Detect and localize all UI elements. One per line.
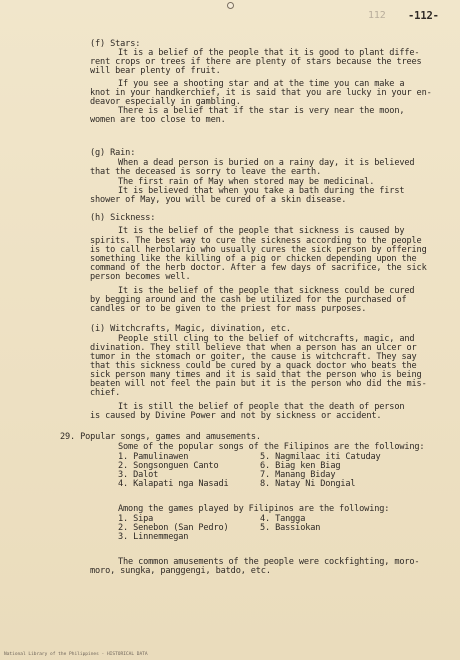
section-heading-stars: (f) Stars:	[90, 39, 141, 49]
text-line: by begging around and the cash be utilized for the purchased of	[90, 295, 407, 305]
text-line: women are too close to men.	[90, 115, 226, 125]
text-line: People still cling to the belief of witchcrafts, magic, and	[118, 334, 415, 344]
text-line: will bear plenty of fruit.	[90, 66, 221, 76]
text-line: rent crops or trees if there are plenty of stars because the trees	[90, 57, 422, 67]
text-line: divination. They still believe that when a person has an ulcer or	[90, 343, 417, 353]
song-item: 7. Manang Biday	[260, 470, 336, 480]
game-item: 2. Senebon (San Pedro)	[118, 523, 229, 533]
text-line: It is the belief of the people that sickness could be cured	[118, 286, 415, 296]
text-line: There is a belief that if the star is very near the moon,	[118, 106, 405, 116]
page-number: -112-	[408, 10, 439, 22]
text-line: shower of May, you will be cured of a skin disease.	[90, 195, 347, 205]
section-heading-rain: (g) Rain:	[90, 148, 136, 158]
text-line: candles or to be given to the priest for mass purposes.	[90, 304, 367, 314]
text-line: beaten will not feel the pain but it is the person who did the mis-	[90, 379, 427, 389]
text-line: deavor especially in gambling.	[90, 97, 241, 107]
section-heading-sickness: (h) Sickness:	[90, 213, 156, 223]
text-line: When a dead person is buried on a rainy day, it is believed	[118, 158, 415, 168]
section-heading-popular-songs: 29. Popular songs, games and amusements.	[60, 432, 261, 442]
text-line: is to call herbolario who usually cures the sick person by offering	[90, 245, 427, 255]
text-line: chief.	[90, 388, 121, 398]
text-line: is caused by Divine Power and not by sickness or accident.	[90, 411, 382, 421]
text-line: person becomes well.	[90, 272, 191, 282]
text-line: something like the killing of a pig or chicken depending upon the	[90, 254, 417, 264]
text-line: It is believed that when you take a bath during the first	[118, 186, 405, 196]
game-item: 3. Linnemmegan	[118, 532, 189, 542]
binder-hole	[227, 2, 234, 9]
text-line: that the deceased is sorry to leave the earth.	[90, 167, 322, 177]
game-item: 1. Sipa	[118, 514, 154, 524]
text-line: that this sickness could be cured by a quack doctor who beats the	[90, 361, 417, 371]
text-line: The first rain of May when stored may be medicinal.	[118, 177, 375, 187]
page-number-faint: 112	[368, 10, 386, 21]
text-line: It is the belief of the people that sickness is caused by	[118, 226, 405, 236]
game-item: 4. Tangga	[260, 514, 306, 524]
song-item: 3. Dalot	[118, 470, 159, 480]
text-line: Among the games played by Filipinos are the following:	[118, 504, 390, 514]
text-line: The common amusements of the people were cockfighting, moro-	[118, 557, 420, 567]
text-line: knot in your handkerchief, it is said that you are lucky in your en-	[90, 88, 432, 98]
archive-footer: National Library of the Philippines - HISTORICAL DATA	[4, 652, 148, 657]
text-line: It is a belief of the people that it is good to plant diffe-	[118, 48, 420, 58]
song-item: 2. Songsonguen Canto	[118, 461, 219, 471]
section-heading-witchcraft: (i) Witchcrafts, Magic, divination, etc.	[90, 324, 291, 334]
song-item: 5. Nagmilaac iti Catuday	[260, 452, 381, 462]
text-line: It is still the belief of people that the death of person	[118, 402, 405, 412]
text-line: tumor in the stomach or goiter, the cause is witchcraft. They say	[90, 352, 417, 362]
text-line: If you see a shooting star and at the time you can make a	[118, 79, 405, 89]
text-line: command of the herb doctor. After a few days of sacrifice, the sick	[90, 263, 427, 273]
text-line: moro, sungka, panggengi, batdo, etc.	[90, 566, 271, 576]
song-item: 8. Natay Ni Dongial	[260, 479, 356, 489]
song-item: 6. Biag ken Biag	[260, 461, 341, 471]
song-item: 4. Kalapati nga Nasadi	[118, 479, 229, 489]
text-line: sick person many times and it is said that the person who is being	[90, 370, 422, 380]
song-item: 1. Pamulinawen	[118, 452, 189, 462]
text-line: spirits. The best way to cure the sickness according to the people	[90, 236, 422, 246]
text-line: Some of the popular songs of the Filipinos are the following:	[118, 442, 425, 452]
game-item: 5. Bassiokan	[260, 523, 321, 533]
